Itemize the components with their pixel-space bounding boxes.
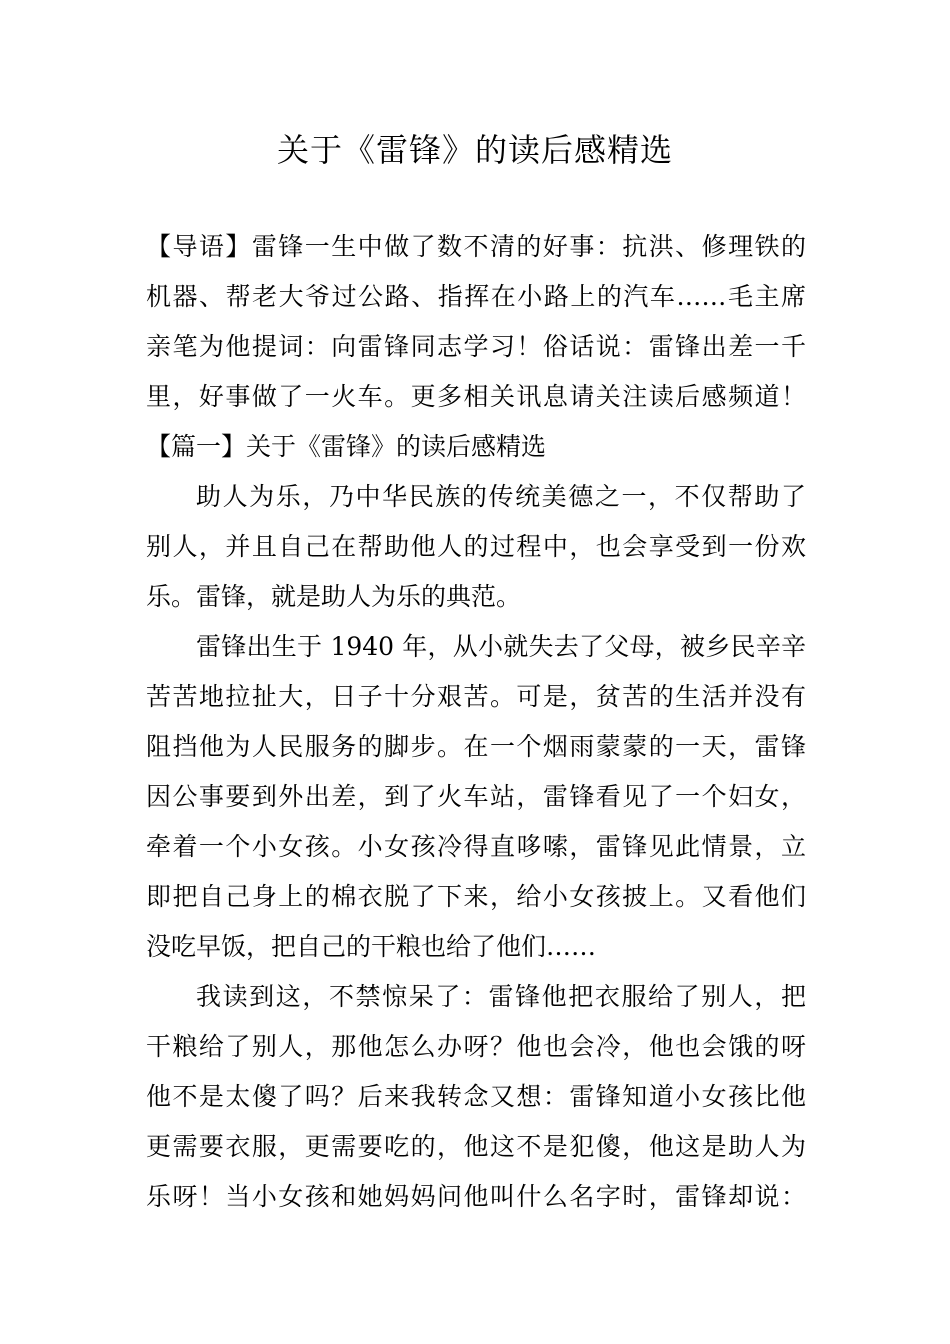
text-line: 牵着一个小女孩。小女孩冷得直哆嗦，雷锋见此情景，立 [146, 832, 806, 861]
text-line: 没吃早饭，把自己的干粮也给了他们…… [146, 932, 597, 961]
text-line: 我读到这，不禁惊呆了：雷锋他把衣服给了别人，把 [196, 982, 806, 1011]
document-title: 关于《雷锋》的读后感精选 [276, 131, 673, 169]
text-line: 别人，并且自己在帮助他人的过程中，也会享受到一份欢 [146, 532, 806, 561]
text-line: 助人为乐，乃中华民族的传统美德之一，不仅帮助了 [196, 482, 806, 511]
text-line: 阻挡他为人民服务的脚步。在一个烟雨蒙蒙的一天，雷锋 [146, 732, 806, 761]
text-line: 乐呀！当小女孩和她妈妈问他叫什么名字时，雷锋却说： [146, 1182, 806, 1211]
text-line: 因公事要到外出差，到了火车站，雷锋看见了一个妇女， [146, 782, 806, 811]
text-line: 干粮给了别人，那他怎么办呀？他也会冷，他也会饿的呀 [146, 1032, 806, 1061]
text-line: 更需要衣服，更需要吃的，他这不是犯傻，他这是助人为 [146, 1132, 806, 1161]
text-line: 里，好事做了一火车。更多相关讯息请关注读后感频道！ [146, 382, 806, 411]
text-line: 即把自己身上的棉衣脱了下来，给小女孩披上。又看他们 [146, 882, 806, 911]
text-line: 【导语】雷锋一生中做了数不清的好事：抗洪、修理铁的 [146, 232, 806, 261]
text-line: 机器、帮老大爷过公路、指挥在小路上的汽车……毛主席 [146, 282, 806, 311]
text-line: 乐。雷锋，就是助人为乐的典范。 [146, 582, 522, 611]
text-line: 雷锋出生于 1940 年，从小就失去了父母，被乡民辛辛 [196, 632, 806, 661]
text-line: 他不是太傻了吗？后来我转念又想：雷锋知道小女孩比他 [146, 1082, 806, 1111]
text-line: 苦苦地拉扯大，日子十分艰苦。可是，贫苦的生活并没有 [146, 682, 806, 711]
section-heading: 【篇一】关于《雷锋》的读后感精选 [146, 432, 547, 461]
text-line: 亲笔为他提词：向雷锋同志学习！俗话说：雷锋出差一千 [146, 332, 806, 361]
